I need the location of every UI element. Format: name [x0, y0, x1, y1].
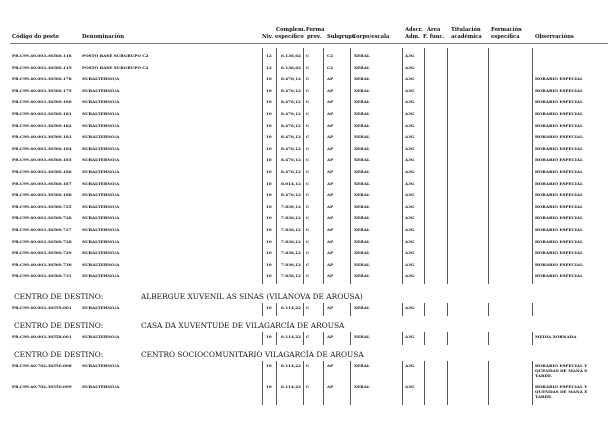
cell-obs: HORARIO ESPECIAL: [535, 87, 583, 93]
cell-den: SUBALTERNO/A: [82, 238, 120, 244]
cell-niv: 10: [266, 334, 272, 339]
cell-obs: HORARIO ESPECIAL: [535, 145, 583, 151]
center-2-column-divider-2: [303, 361, 304, 405]
cell-obs: HORARIO ESPECIAL: [535, 180, 583, 186]
cell-sub: AP: [327, 250, 334, 256]
cell-code: PR.C99.40.003.36560.725: [12, 203, 72, 209]
cell-adscr: A3G: [405, 227, 415, 232]
cell-adscr: A3G: [405, 305, 415, 310]
main-column-divider-1: [276, 48, 277, 284]
cell-forma: C: [306, 99, 310, 105]
center-2-column-divider-8: [488, 361, 489, 405]
cell-obs: HORARIO ESPECIAL: [535, 157, 583, 163]
cell-niv: 10: [266, 157, 272, 163]
cell-obs: HORARIO ESPECIAL: [535, 203, 583, 209]
cell-code: PR.C99.40.702.36550.009: [12, 384, 72, 389]
cell-adscr: A3G: [405, 157, 415, 163]
cell-corpo: XERAL: [354, 87, 370, 93]
cell-adscr: A3G: [405, 334, 415, 339]
center-0-column-divider-4: [350, 303, 351, 316]
cell-corpo: XERAL: [354, 261, 370, 267]
cell-code: PR.C99.40.003.36560.731: [12, 273, 72, 279]
cell-obs: HORARIO ESPECIAL Y QUENDAS DE MAÑÁ E TARDE.: [535, 384, 588, 399]
cell-adscr: A3G: [405, 273, 415, 279]
center-1-column-divider-8: [488, 332, 489, 345]
cell-niv: 10: [266, 273, 272, 279]
cell-forma: C: [306, 64, 310, 70]
cell-corpo: XERAL: [354, 180, 370, 186]
cell-sub: AP: [327, 215, 334, 221]
center-1-column-divider-9: [532, 332, 533, 345]
header-especifico: específico: [275, 34, 304, 40]
cell-sub: AP: [327, 305, 334, 310]
main-column-divider-3: [323, 48, 324, 284]
cell-sub: AP: [327, 192, 334, 198]
cell-adscr: A3G: [405, 215, 415, 221]
main-column-divider-5: [402, 48, 403, 284]
center-2-column-divider-9: [532, 361, 533, 405]
cell-corpo: XERAL: [354, 363, 370, 368]
cell-adscr: A3G: [405, 111, 415, 116]
cell-comp: 8.014,12: [281, 180, 301, 186]
cell-forma: C: [306, 87, 310, 93]
cell-sub: AP: [327, 111, 334, 116]
cell-obs: HORARIO ESPECIAL: [535, 169, 583, 174]
cell-sub: C2: [327, 53, 334, 58]
cell-sub: AP: [327, 227, 334, 232]
cell-niv: 10: [266, 261, 272, 267]
cell-niv: 10: [266, 238, 272, 244]
cell-adscr: A3G: [405, 261, 415, 267]
cell-comp: 8.476,12: [281, 192, 301, 198]
cell-sub: AP: [327, 99, 334, 105]
center-1-column-divider-2: [303, 332, 304, 345]
center-0-column-divider-2: [303, 303, 304, 316]
cell-forma: C: [306, 53, 310, 58]
main-column-divider-6: [424, 48, 425, 284]
cell-sub: AP: [327, 145, 334, 151]
cell-forma: C: [306, 157, 310, 163]
center-name: CENTRO SOCIOCOMUNITARIO VILAGARCÍA DE AROUSA: [141, 350, 364, 359]
cell-comp: 7.836,12: [281, 250, 301, 256]
cell-adscr: A3G: [405, 384, 415, 389]
cell-forma: C: [306, 334, 310, 339]
cell-code: PR.C99.40.003.36560.730: [12, 261, 72, 267]
cell-corpo: XERAL: [354, 76, 370, 82]
header-denominacion: Denominación: [82, 34, 124, 40]
cell-den: SUBALTERNO/A: [82, 145, 120, 151]
cell-code: PR.C99.40.003.36560.183: [12, 134, 72, 140]
cell-obs: HORARIO ESPECIAL Y QUENDAS DE MAÑÁ E TARDE.: [535, 363, 588, 378]
cell-corpo: XERAL: [354, 99, 370, 105]
cell-adscr: A3G: [405, 203, 415, 209]
center-0-column-divider-8: [488, 303, 489, 316]
cell-corpo: XERAL: [354, 145, 370, 151]
cell-niv: 10: [266, 305, 272, 310]
center-0-column-divider-6: [424, 303, 425, 316]
cell-adscr: A3G: [405, 122, 415, 128]
cell-forma: C: [306, 111, 310, 116]
cell-corpo: XERAL: [354, 273, 370, 279]
cell-corpo: XERAL: [354, 203, 370, 209]
cell-forma: C: [306, 384, 310, 389]
cell-adscr: A3G: [405, 192, 415, 198]
cell-obs: HORARIO ESPECIAL: [535, 99, 583, 105]
center-0-column-divider-5: [402, 303, 403, 316]
cell-code: PR.C99.40.003.36560.185: [12, 157, 72, 163]
cell-den: SUBALTERNO/A: [82, 99, 120, 105]
cell-forma: C: [306, 363, 310, 368]
center-2-column-divider-4: [350, 361, 351, 405]
cell-corpo: XERAL: [354, 122, 370, 128]
cell-adscr: A3G: [405, 53, 415, 58]
cell-obs: HORARIO ESPECIAL: [535, 215, 583, 221]
header-codigo: Código do posto: [12, 34, 59, 40]
cell-code: PR.C99.40.003.36560.726: [12, 215, 72, 221]
cell-comp: 6.136,62: [281, 53, 301, 58]
cell-sub: AP: [327, 384, 334, 389]
cell-sub: AP: [327, 238, 334, 244]
cell-comp: 8.476,12: [281, 99, 301, 105]
cell-adscr: A3G: [405, 145, 415, 151]
cell-niv: 10: [266, 134, 272, 140]
cell-code: PR.C99.40.003.36560.186: [12, 169, 72, 174]
cell-den: SUBALTERNO/A: [82, 305, 120, 310]
center-2-column-divider-7: [447, 361, 448, 405]
center-1-column-divider-5: [402, 332, 403, 345]
cell-adscr: A3G: [405, 169, 415, 174]
cell-niv: 10: [266, 250, 272, 256]
cell-den: SUBALTERNO/A: [82, 261, 120, 267]
cell-den: POSTO BASE SUBGRUPO C2: [82, 64, 149, 70]
cell-corpo: XERAL: [354, 157, 370, 163]
cell-code: PR.C99.40.003.36560.182: [12, 122, 72, 128]
cell-code: PR.C99.40.003.36560.178: [12, 76, 72, 82]
header-complem: Complem.: [276, 27, 306, 33]
cell-adscr: A3G: [405, 64, 415, 70]
main-column-divider-9: [532, 48, 533, 284]
center-1-column-divider-1: [276, 332, 277, 345]
cell-obs: HORARIO ESPECIAL: [535, 238, 583, 244]
cell-niv: 10: [266, 111, 272, 116]
cell-forma: C: [306, 227, 310, 232]
cell-den: SUBALTERNO/A: [82, 363, 120, 368]
cell-den: SUBALTERNO/A: [82, 384, 120, 389]
cell-den: SUBALTERNO/A: [82, 157, 120, 163]
center-1-column-divider-0: [262, 332, 263, 345]
cell-forma: C: [306, 273, 310, 279]
cell-forma: C: [306, 305, 310, 310]
cell-den: SUBALTERNO/A: [82, 203, 120, 209]
cell-corpo: XERAL: [354, 64, 370, 70]
cell-comp: 6.136,62: [281, 64, 301, 70]
cell-sub: AP: [327, 203, 334, 209]
cell-niv: 10: [266, 122, 272, 128]
cell-corpo: XERAL: [354, 111, 370, 116]
cell-corpo: XERAL: [354, 215, 370, 221]
cell-sub: AP: [327, 157, 334, 163]
center-0-column-divider-0: [262, 303, 263, 316]
cell-corpo: XERAL: [354, 134, 370, 140]
cell-den: SUBALTERNO/A: [82, 180, 120, 186]
cell-corpo: XERAL: [354, 384, 370, 389]
cell-sub: AP: [327, 76, 334, 82]
cell-forma: C: [306, 134, 310, 140]
header-rule: [10, 43, 608, 44]
header-corpo: Corpo/escala: [352, 34, 390, 40]
header-forma: Forma: [306, 27, 325, 33]
cell-niv: 10: [266, 215, 272, 221]
cell-niv: 12: [266, 53, 272, 58]
cell-den: SUBALTERNO/A: [82, 169, 120, 174]
header-subgrupo: Subgrupo: [327, 34, 356, 40]
main-column-divider-4: [350, 48, 351, 284]
cell-corpo: XERAL: [354, 192, 370, 198]
cell-sub: AP: [327, 180, 334, 186]
header-especifica: específica: [491, 34, 520, 40]
header-adscr: Adscr.: [405, 27, 423, 33]
center-1-column-divider-3: [323, 332, 324, 345]
main-column-divider-2: [303, 48, 304, 284]
main-column-divider-0: [262, 48, 263, 284]
cell-code: PR.C99.40.003.36560.184: [12, 145, 72, 151]
cell-niv: 10: [266, 145, 272, 151]
cell-corpo: XERAL: [354, 227, 370, 232]
center-2-column-divider-3: [323, 361, 324, 405]
cell-obs: MEDIA XORNADA: [535, 334, 577, 339]
center-name: CASA DA XUVENTUDE DE VILAGARCÍA DE AROUSA: [141, 321, 345, 330]
cell-comp: 6.114,22: [281, 363, 301, 368]
cell-forma: C: [306, 250, 310, 256]
center-label: CENTRO DE DESTINO:: [14, 321, 104, 330]
header-titulacion: Titulación: [451, 27, 481, 33]
cell-sub: AP: [327, 134, 334, 140]
cell-obs: HORARIO ESPECIAL: [535, 273, 583, 279]
cell-comp: 8.476,12: [281, 122, 301, 128]
cell-comp: 8.476,12: [281, 134, 301, 140]
cell-code: PR.C99.40.003.36560.181: [12, 111, 72, 116]
cell-code: PR.C99.40.003.36560.180: [12, 99, 72, 105]
cell-code: PR.C99.40.003.36560.187: [12, 180, 72, 186]
cell-code: PR.C99.40.003.36560.119: [12, 64, 72, 70]
cell-comp: 7.836,12: [281, 273, 301, 279]
cell-den: SUBALTERNO/A: [82, 87, 120, 93]
cell-code: PR.C99.40.003.36559.001: [12, 305, 72, 310]
cell-adscr: A3G: [405, 99, 415, 105]
cell-code: PR.C99.40.003.36560.727: [12, 227, 72, 232]
cell-adscr: A3G: [405, 250, 415, 256]
cell-corpo: XERAL: [354, 250, 370, 256]
cell-forma: C: [306, 238, 310, 244]
cell-code: PR.C99.40.003.36560.728: [12, 238, 72, 244]
cell-niv: 10: [266, 87, 272, 93]
cell-adscr: A3G: [405, 76, 415, 82]
cell-obs: HORARIO ESPECIAL: [535, 76, 583, 82]
center-1-column-divider-4: [350, 332, 351, 345]
cell-sub: AP: [327, 169, 334, 174]
cell-adscr: A3G: [405, 180, 415, 186]
cell-adscr: A3G: [405, 363, 415, 368]
cell-forma: C: [306, 145, 310, 151]
cell-forma: C: [306, 122, 310, 128]
cell-comp: 7.836,12: [281, 261, 301, 267]
cell-adscr: A3G: [405, 134, 415, 140]
center-label: CENTRO DE DESTINO:: [14, 292, 104, 301]
header-niv: Niv.: [262, 34, 274, 40]
cell-comp: 8.476,12: [281, 111, 301, 116]
cell-sub: AP: [327, 122, 334, 128]
cell-forma: C: [306, 215, 310, 221]
cell-comp: 7.836,12: [281, 215, 301, 221]
cell-den: SUBALTERNO/A: [82, 250, 120, 256]
cell-niv: 10: [266, 363, 272, 368]
cell-obs: HORARIO ESPECIAL: [535, 122, 583, 128]
cell-den: SUBALTERNO/A: [82, 134, 120, 140]
center-2-column-divider-6: [424, 361, 425, 405]
cell-adscr: A3G: [405, 87, 415, 93]
center-1-column-divider-6: [424, 332, 425, 345]
center-0-column-divider-1: [276, 303, 277, 316]
cell-niv: 10: [266, 180, 272, 186]
header-formacion: Formación: [491, 27, 522, 33]
cell-den: SUBALTERNO/A: [82, 273, 120, 279]
cell-sub: AP: [327, 261, 334, 267]
cell-comp: 7.836,12: [281, 203, 301, 209]
cell-obs: HORARIO ESPECIAL: [535, 250, 583, 256]
cell-obs: HORARIO ESPECIAL: [535, 261, 583, 267]
cell-den: SUBALTERNO/A: [82, 111, 120, 116]
cell-code: PR.C99.40.003.36560.188: [12, 192, 72, 198]
cell-corpo: XERAL: [354, 305, 370, 310]
cell-obs: HORARIO ESPECIAL: [535, 111, 583, 116]
cell-comp: 8.476,12: [281, 157, 301, 163]
center-2-column-divider-5: [402, 361, 403, 405]
cell-code: PR.C99.40.003.36560.179: [12, 87, 72, 93]
cell-den: SUBALTERNO/A: [82, 76, 120, 82]
center-2-column-divider-0: [262, 361, 263, 405]
cell-corpo: XERAL: [354, 53, 370, 58]
center-0-column-divider-9: [532, 303, 533, 316]
main-column-divider-7: [447, 48, 448, 284]
cell-den: SUBALTERNO/A: [82, 122, 120, 128]
cell-niv: 10: [266, 203, 272, 209]
header-func: F. func.: [423, 34, 445, 40]
header-area: Área: [427, 27, 441, 33]
cell-obs: HORARIO ESPECIAL: [535, 227, 583, 232]
header-prov: prov.: [307, 34, 322, 40]
cell-den: SUBALTERNO/A: [82, 334, 120, 339]
cell-forma: C: [306, 180, 310, 186]
cell-den: SUBALTERNO/A: [82, 215, 120, 221]
header-academica: académica: [451, 34, 482, 40]
cell-forma: C: [306, 203, 310, 209]
cell-niv: 10: [266, 227, 272, 232]
cell-niv: 10: [266, 76, 272, 82]
center-0-column-divider-3: [323, 303, 324, 316]
cell-sub: AP: [327, 363, 334, 368]
cell-niv: 10: [266, 192, 272, 198]
cell-comp: 7.836,12: [281, 227, 301, 232]
main-column-divider-8: [488, 48, 489, 284]
center-2-column-divider-1: [276, 361, 277, 405]
cell-code: PR.C99.40.003.36560.118: [12, 53, 72, 58]
cell-corpo: XERAL: [354, 334, 370, 339]
cell-adscr: A3G: [405, 238, 415, 244]
cell-sub: AP: [327, 87, 334, 93]
center-name: ALBERGUE XUVENIL AS SINAS (VILANOVA DE AROUSA): [141, 292, 363, 301]
cell-comp: 8.476,12: [281, 145, 301, 151]
header-adm: Adm.: [405, 34, 420, 40]
center-1-column-divider-7: [447, 332, 448, 345]
cell-comp: 7.836,12: [281, 238, 301, 244]
header-observacions: Observacións: [535, 34, 574, 40]
cell-niv: 10: [266, 99, 272, 105]
cell-corpo: XERAL: [354, 169, 370, 174]
cell-forma: C: [306, 76, 310, 82]
cell-comp: 6.114,22: [281, 384, 301, 389]
cell-code: PR.C99.40.003.36560.729: [12, 250, 72, 256]
cell-den: SUBALTERNO/A: [82, 192, 120, 198]
cell-forma: C: [306, 192, 310, 198]
cell-comp: 6.114,22: [281, 334, 301, 339]
cell-sub: AP: [327, 334, 334, 339]
cell-den: SUBALTERNO/A: [82, 227, 120, 232]
cell-niv: 12: [266, 64, 272, 70]
cell-niv: 10: [266, 384, 272, 389]
cell-obs: HORARIO ESPECIAL: [535, 192, 583, 198]
center-0-column-divider-7: [447, 303, 448, 316]
cell-sub: C2: [327, 64, 334, 70]
cell-forma: C: [306, 169, 310, 174]
cell-comp: 8.476,12: [281, 169, 301, 174]
cell-code: PR.C99.40.003.36558.001: [12, 334, 72, 339]
cell-corpo: XERAL: [354, 238, 370, 244]
cell-code: PR.C99.40.702.36550.008: [12, 363, 72, 368]
cell-obs: HORARIO ESPECIAL: [535, 134, 583, 140]
cell-comp: 8.476,12: [281, 87, 301, 93]
cell-comp: 6.114,22: [281, 305, 301, 310]
cell-comp: 8.476,12: [281, 76, 301, 82]
cell-sub: AP: [327, 273, 334, 279]
cell-niv: 10: [266, 169, 272, 174]
cell-forma: C: [306, 261, 310, 267]
center-label: CENTRO DE DESTINO:: [14, 350, 104, 359]
cell-den: POSTO BASE SUBGRUPO C2: [82, 53, 149, 58]
